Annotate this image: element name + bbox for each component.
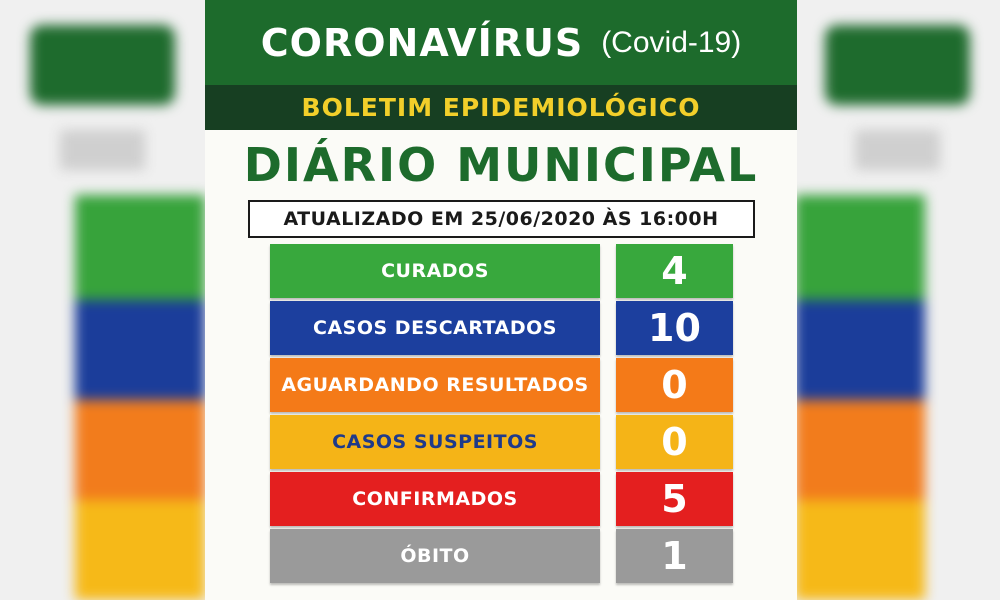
stat-value-box bbox=[616, 358, 733, 412]
header-title: CORONAVÍRUS bbox=[260, 20, 584, 65]
stat-label: ÓBITO bbox=[400, 545, 470, 567]
stat-label-box bbox=[270, 415, 600, 469]
stat-value: 5 bbox=[661, 477, 688, 521]
stat-label: CURADOS bbox=[381, 260, 489, 282]
bulletin-poster bbox=[205, 0, 797, 600]
stat-value: 1 bbox=[661, 534, 688, 578]
stat-value-box bbox=[616, 415, 733, 469]
stat-value-box bbox=[616, 472, 733, 526]
blurred-backdrop-left bbox=[0, 0, 205, 600]
stat-label-box bbox=[270, 301, 600, 355]
stat-value: 0 bbox=[661, 363, 688, 407]
stat-value-box bbox=[616, 244, 733, 298]
stat-label: CASOS DESCARTADOS bbox=[313, 317, 557, 339]
updated-box bbox=[248, 200, 755, 238]
stat-row-suspeitos bbox=[270, 415, 733, 469]
stat-row-obito bbox=[270, 529, 733, 583]
updated-text: ATUALIZADO EM 25/06/2020 ÀS 16:00H bbox=[283, 208, 719, 230]
stat-label-box bbox=[270, 244, 600, 298]
stat-label-box bbox=[270, 472, 600, 526]
stat-value: 4 bbox=[661, 249, 688, 293]
stat-value: 10 bbox=[648, 306, 701, 350]
diario-heading bbox=[205, 138, 797, 196]
bulletin-title: BOLETIM EPIDEMIOLÓGICO bbox=[301, 93, 701, 122]
stat-label: CONFIRMADOS bbox=[352, 488, 518, 510]
stat-label: CASOS SUSPEITOS bbox=[332, 431, 538, 453]
stat-row-curados bbox=[270, 244, 733, 298]
stat-row-descartados bbox=[270, 301, 733, 355]
stat-row-aguardando bbox=[270, 358, 733, 412]
stat-label: AGUARDANDO RESULTADOS bbox=[281, 374, 589, 396]
stat-value: 0 bbox=[661, 420, 688, 464]
stat-label-box bbox=[270, 358, 600, 412]
stat-value-box bbox=[616, 301, 733, 355]
bulletin-band bbox=[205, 85, 797, 130]
header-subtitle: (Covid-19) bbox=[601, 25, 742, 59]
stat-value-box bbox=[616, 529, 733, 583]
blurred-backdrop-right bbox=[795, 0, 1000, 600]
stats-table bbox=[270, 244, 733, 586]
stat-label-box bbox=[270, 529, 600, 583]
diario-title: DIÁRIO MUNICIPAL bbox=[243, 138, 759, 192]
stat-row-confirmados bbox=[270, 472, 733, 526]
header-banner bbox=[205, 0, 797, 85]
